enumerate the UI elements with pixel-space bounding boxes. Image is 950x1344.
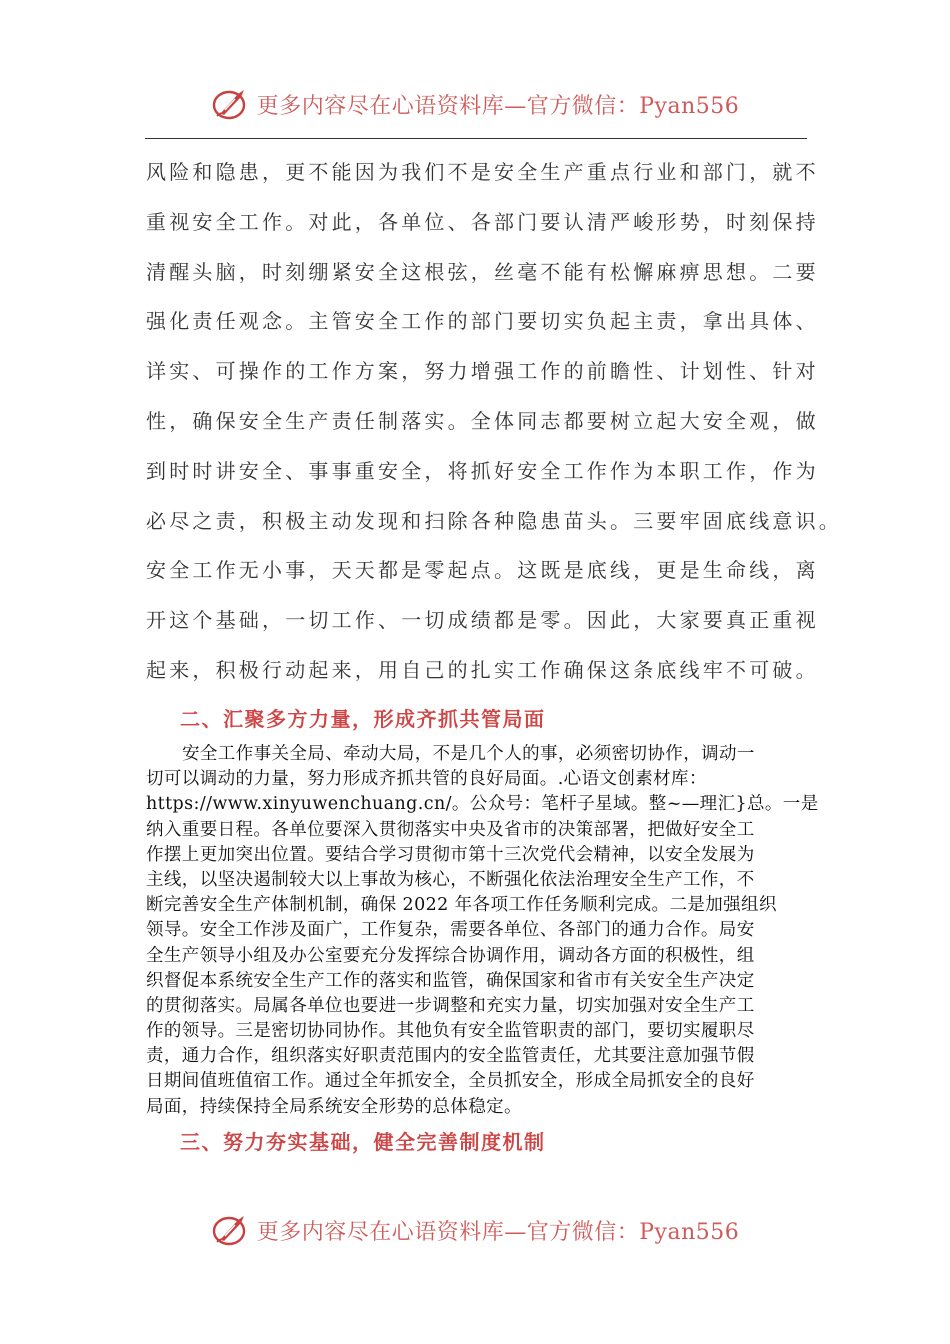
body-line: 清醒头脑，时刻绷紧安全这根弦，丝毫不能有松懈麻痹思想。二要: [146, 259, 819, 284]
pen-nib-logo-icon: [211, 1212, 251, 1248]
body-line: 重视安全工作。对此，各单位、各部门要认清严峻形势，时刻保持: [146, 209, 819, 234]
body-line: 必尽之责，积极主动发现和扫除各种隐患苗头。三要牢固底线意识。: [146, 508, 842, 533]
paragraph-line: 责，通力合作，组织落实好职责范围内的安全监管责任，尤其要注意加强节假: [146, 1046, 755, 1067]
header-banner-text: 更多内容尽在心语资料库—官方微信：Pyan556: [256, 93, 740, 119]
paragraph-line: 全生产领导小组及办公室要充分发挥综合协调作用，调动各方面的积极性，组: [146, 945, 755, 966]
body-line: 详实、可操作的工作方案，努力增强工作的前瞻性、计划性、针对: [146, 359, 819, 384]
section-heading-3: 三、努力夯实基础，健全完善制度机制: [180, 1130, 546, 1154]
section-2-paragraph: [146, 742, 819, 1120]
paragraph-line: 领导。安全工作涉及面广，工作复杂，需要各单位、各部门的通力合作。局安: [146, 920, 755, 941]
paragraph-line: 断完善安全生产体制机制，确保 2022 年各项工作任务顺利完成。二是加强组织: [146, 895, 777, 916]
paragraph-line: 日期间值班值宿工作。通过全年抓安全，全员抓安全，形成全局抓安全的良好: [146, 1071, 755, 1092]
body-text-block: [146, 148, 842, 696]
paragraph-line: 作摆上更加突出位置。要结合学习贯彻市第十三次党代会精神，以安全发展为: [146, 844, 755, 865]
body-line: 性，确保安全生产责任制落实。全体同志都要树立起大安全观，做: [146, 408, 819, 433]
paragraph-line: 局面，持续保持全局系统安全形势的总体稳定。: [146, 1096, 522, 1117]
footer-banner-text: 更多内容尽在心语资料库—官方微信：Pyan556: [256, 1219, 740, 1245]
body-line: 到时时讲安全、事事重安全，将抓好安全工作作为本职工作，作为: [146, 458, 819, 483]
paragraph-line: 纳入重要日程。各单位要深入贯彻落实中央及省市的决策部署，把做好安全工: [146, 819, 755, 840]
body-line: 风险和隐患，更不能因为我们不是安全生产重点行业和部门，就不: [146, 160, 819, 184]
body-line: 强化责任观念。主管安全工作的部门要切实负起主责，拿出具体、: [146, 309, 819, 334]
paragraph-line: 作的领导。三是密切协同协作。其他负有安全监管职责的部门，要切实履职尽: [146, 1021, 755, 1042]
footer-banner: [0, 1208, 950, 1252]
header-banner: [0, 82, 950, 126]
body-line: 安全工作无小事，天天都是零起点。这既是底线，更是生命线，离: [146, 558, 819, 583]
paragraph-line: 安全工作事关全局、牵动大局，不是几个人的事，必须密切协作，调动一: [182, 744, 755, 764]
body-line: 起来，积极行动起来，用自己的扎实工作确保这条底线牢不可破。: [146, 657, 819, 682]
paragraph-line: 切可以调动的力量，努力形成齐抓共管的良好局面。.心语文创素材库：: [146, 769, 707, 790]
paragraph-line: 主线，以坚决遏制较大以上事故为核心，不断强化依法治理安全生产工作，不: [146, 869, 755, 890]
paragraph-line: https://www.xinyuwenchuang.cn/。公众号：笔杆子星域。整~—理汇}总。一是: [146, 794, 819, 815]
paragraph-line: 织督促本系统安全生产工作的落实和监管，确保国家和省市有关安全生产决定: [146, 970, 755, 991]
paragraph-line: 的贯彻落实。局属各单位也要进一步调整和充实力量，切实加强对安全生产工: [146, 995, 755, 1016]
pen-nib-logo-icon: [211, 86, 251, 122]
section-heading-2: 二、汇聚多方力量，形成齐抓共管局面: [180, 707, 546, 731]
header-divider: [145, 138, 807, 139]
body-line: 开这个基础，一切工作、一切成绩都是零。因此，大家要真正重视: [146, 608, 819, 633]
